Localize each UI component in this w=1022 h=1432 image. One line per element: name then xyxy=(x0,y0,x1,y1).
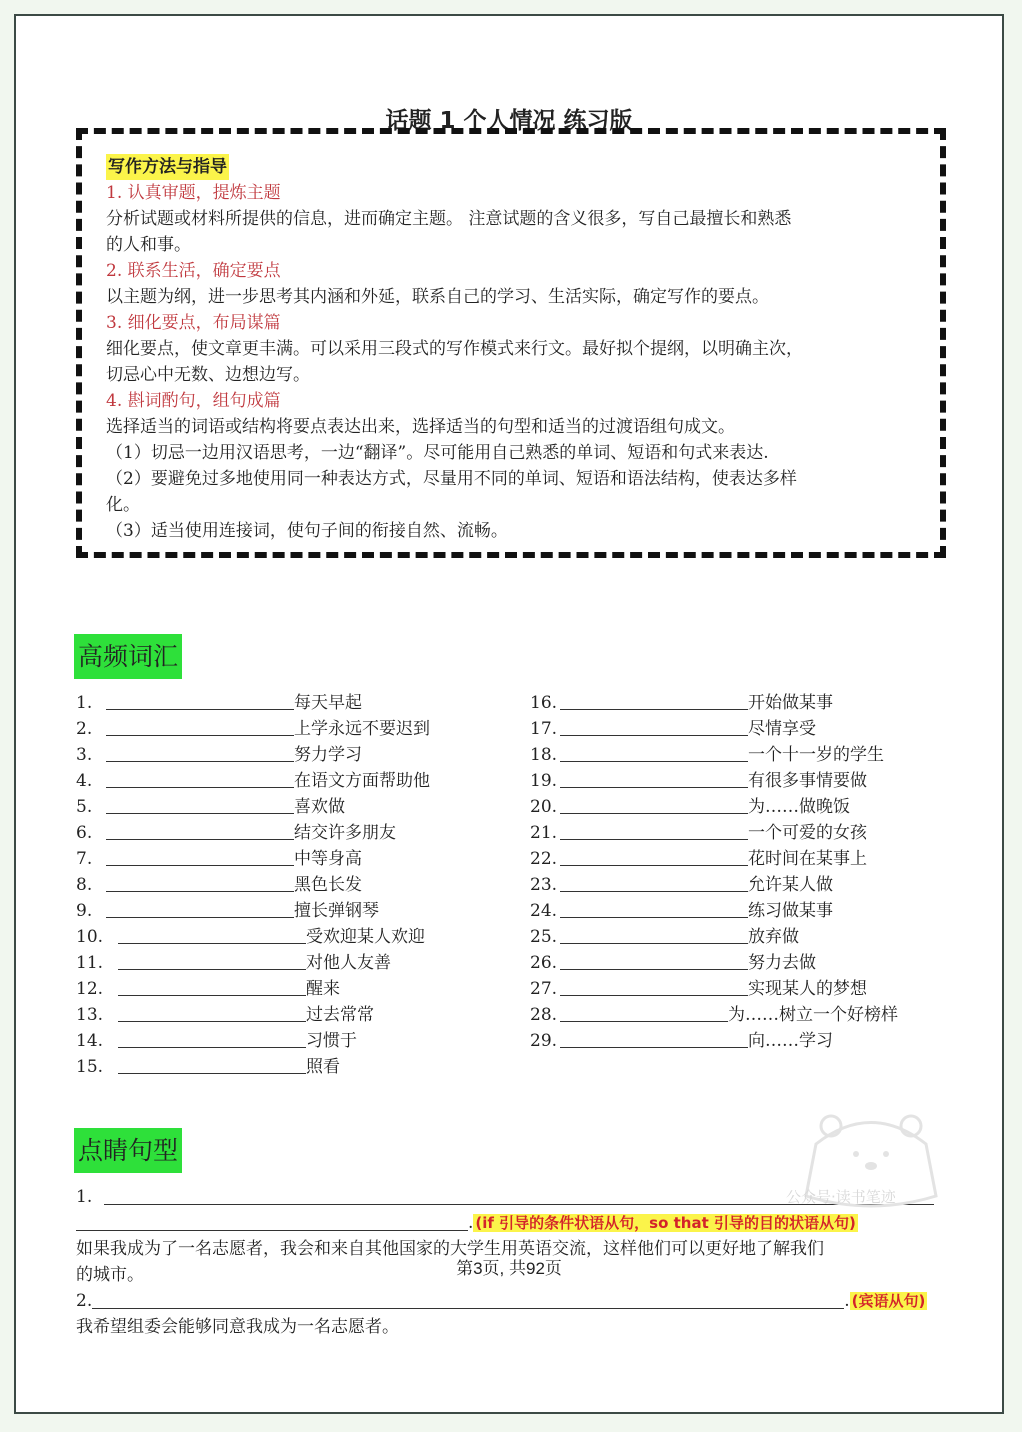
vocab-answer-blank[interactable] xyxy=(106,693,294,710)
vocab-item xyxy=(76,820,430,846)
vocab-meaning: 每天早起 xyxy=(294,693,362,713)
vocab-meaning: 有很多事情要做 xyxy=(748,771,867,791)
vocab-meaning: 中等身高 xyxy=(294,849,362,869)
vocab-item xyxy=(530,872,898,898)
vocab-answer-blank[interactable] xyxy=(106,745,294,762)
vocab-number: 17. xyxy=(530,719,558,739)
grammar-note: (if 引导的条件状语从句，so that 引导的目的状语从句) xyxy=(475,1214,856,1232)
vocab-number: 19. xyxy=(530,771,558,791)
vocab-meaning: 尽情享受 xyxy=(748,719,816,739)
vocab-number: 11. xyxy=(76,953,104,973)
vocab-item xyxy=(530,794,898,820)
vocab-meaning: 对他人友善 xyxy=(306,953,391,973)
vocab-answer-blank[interactable] xyxy=(560,693,748,710)
vocab-item xyxy=(530,898,898,924)
translation-line: 的城市。 xyxy=(76,1265,144,1285)
vocab-item xyxy=(76,794,430,820)
step-text: 的人和事。 xyxy=(106,235,191,255)
vocab-heading: 高频词汇 xyxy=(74,634,182,679)
vocab-meaning: 受欢迎某人欢迎 xyxy=(306,927,425,947)
vocab-answer-blank[interactable] xyxy=(106,771,294,788)
sentence-heading: 点睛句型 xyxy=(74,1128,182,1173)
answer-blank[interactable] xyxy=(92,1290,844,1309)
vocab-item xyxy=(530,768,898,794)
guide-content xyxy=(106,154,926,544)
vocab-answer-blank[interactable] xyxy=(560,927,748,944)
sentence-1-line2: . (if 引导的条件状语从句，so that 引导的目的状语从句) xyxy=(76,1210,858,1236)
answer-blank[interactable] xyxy=(76,1212,468,1231)
step-heading: 2. 联系生活，确定要点 xyxy=(106,261,281,281)
vocab-number: 1. xyxy=(76,693,93,713)
step-text: 分析试题或材料所提供的信息，进而确定主题。 注意试题的含义很多，写自己最擅长和熟悉 xyxy=(106,209,792,229)
step-text: 细化要点，使文章更丰满。可以采用三段式的写作模式来行文。最好拟个提纲，以明确主次， xyxy=(106,339,803,359)
vocab-number: 6. xyxy=(76,823,93,843)
vocab-number: 22. xyxy=(530,849,558,869)
vocab-answer-blank[interactable] xyxy=(118,1057,306,1074)
step-heading: 3. 细化要点，布局谋篇 xyxy=(106,313,281,333)
vocab-number: 9. xyxy=(76,901,93,921)
vocab-number: 21. xyxy=(530,823,558,843)
vocab-item xyxy=(530,690,898,716)
vocab-item xyxy=(76,976,430,1002)
vocab-number: 14. xyxy=(76,1031,104,1051)
vocab-number: 10. xyxy=(76,927,104,947)
vocab-meaning: 擅长弹钢琴 xyxy=(294,901,379,921)
vocab-meaning: 为……树立一个好榜样 xyxy=(728,1005,898,1025)
vocab-list-right xyxy=(530,690,898,1054)
vocab-answer-blank[interactable] xyxy=(560,875,748,892)
vocab-meaning: 喜欢做 xyxy=(294,797,345,817)
vocab-item xyxy=(530,950,898,976)
vocab-item xyxy=(530,924,898,950)
vocab-item xyxy=(76,1054,430,1080)
vocab-number: 29. xyxy=(530,1031,558,1051)
vocab-meaning: 在语文方面帮助他 xyxy=(294,771,430,791)
vocab-answer-blank[interactable] xyxy=(560,979,748,996)
vocab-item xyxy=(530,1028,898,1054)
step-heading: 1. 认真审题，提炼主题 xyxy=(106,183,281,203)
page-footer: 第3页, 共92页 xyxy=(456,1259,562,1278)
vocab-answer-blank[interactable] xyxy=(560,719,748,736)
vocab-number: 20. xyxy=(530,797,558,817)
vocab-answer-blank[interactable] xyxy=(118,979,306,996)
vocab-meaning: 一个可爱的女孩 xyxy=(748,823,867,843)
vocab-item xyxy=(530,742,898,768)
vocab-number: 4. xyxy=(76,771,93,791)
step-text: （3）适当使用连接词，使句子间的衔接自然、流畅。 xyxy=(106,521,508,541)
vocab-meaning: 开始做某事 xyxy=(748,693,833,713)
vocab-meaning: 花时间在某事上 xyxy=(748,849,867,869)
vocab-item xyxy=(76,872,430,898)
vocab-item xyxy=(76,1002,430,1028)
vocab-number: 25. xyxy=(530,927,558,947)
step-text: 切忌心中无数、边想边写。 xyxy=(106,365,310,385)
vocab-meaning: 照看 xyxy=(306,1057,340,1077)
vocab-number: 5. xyxy=(76,797,93,817)
vocab-item xyxy=(530,716,898,742)
vocab-answer-blank[interactable] xyxy=(106,849,294,866)
guide-heading: 写作方法与指导 xyxy=(106,154,229,180)
vocab-meaning: 向……学习 xyxy=(748,1031,833,1051)
vocab-number: 13. xyxy=(76,1005,104,1025)
step-text: （2）要避免过多地使用同一种表达方式，尽量用不同的单词、短语和语法结构，使表达多样 xyxy=(106,469,797,489)
vocab-meaning: 为……做晚饭 xyxy=(748,797,850,817)
vocab-item xyxy=(530,1002,898,1028)
step-text: 以主题为纲，进一步思考其内涵和外延，联系自己的学习、生活实际，确定写作的要点。 xyxy=(106,287,769,307)
bear-watermark-icon xyxy=(776,1106,966,1216)
vocab-answer-blank[interactable] xyxy=(560,1031,748,1048)
vocab-answer-blank[interactable] xyxy=(106,875,294,892)
page-title: 话题 1 个人情况 练习版 xyxy=(385,108,633,134)
vocab-item xyxy=(530,846,898,872)
vocab-number: 18. xyxy=(530,745,558,765)
vocab-number: 8. xyxy=(76,875,93,895)
vocab-meaning: 努力去做 xyxy=(748,953,816,973)
vocab-answer-blank[interactable] xyxy=(560,823,748,840)
vocab-answer-blank[interactable] xyxy=(560,771,748,788)
vocab-number: 26. xyxy=(530,953,558,973)
vocab-number: 23. xyxy=(530,875,558,895)
vocab-answer-blank[interactable] xyxy=(106,901,294,918)
step-heading: 4. 斟词酌句，组句成篇 xyxy=(106,391,281,411)
vocab-meaning: 一个十一岁的学生 xyxy=(748,745,884,765)
vocab-item xyxy=(76,950,430,976)
vocab-item xyxy=(76,690,430,716)
vocab-item xyxy=(76,924,430,950)
vocab-meaning: 黑色长发 xyxy=(294,875,362,895)
vocab-meaning: 醒来 xyxy=(306,979,340,999)
vocab-number: 24. xyxy=(530,901,558,921)
vocab-answer-blank[interactable] xyxy=(106,797,294,814)
vocab-meaning: 结交许多朋友 xyxy=(294,823,396,843)
vocab-item xyxy=(530,820,898,846)
vocab-number: 15. xyxy=(76,1057,104,1077)
vocab-item xyxy=(76,768,430,794)
grammar-note: (宾语从句) xyxy=(851,1292,926,1310)
vocab-answer-blank[interactable] xyxy=(560,901,748,918)
sentence-number: 1. xyxy=(76,1187,93,1207)
vocab-meaning: 上学永远不要迟到 xyxy=(294,719,430,739)
vocab-answer-blank[interactable] xyxy=(118,953,306,970)
guide-box xyxy=(76,128,946,558)
vocab-number: 16. xyxy=(530,693,558,713)
vocab-item xyxy=(76,898,430,924)
vocab-item xyxy=(76,846,430,872)
vocab-answer-blank[interactable] xyxy=(560,849,748,866)
sentence-2-line1: 2. . (宾语从句) xyxy=(76,1291,926,1311)
vocab-answer-blank[interactable] xyxy=(106,823,294,840)
vocab-answer-blank[interactable] xyxy=(118,1031,306,1048)
watermark-text: 公众号·读书笔迹 xyxy=(786,1188,896,1206)
vocab-meaning: 放弃做 xyxy=(748,927,799,947)
vocab-meaning: 实现某人的梦想 xyxy=(748,979,867,999)
vocab-meaning: 过去常常 xyxy=(306,1005,374,1025)
step-text: 选择适当的词语或结构将要点表达出来，选择适当的句型和适当的过渡语组句成文。 xyxy=(106,417,735,437)
vocab-answer-blank[interactable] xyxy=(560,745,748,762)
vocab-meaning: 允许某人做 xyxy=(748,875,833,895)
vocab-number: 27. xyxy=(530,979,558,999)
sentence-2-translation: 我希望组委会能够同意我成为一名志愿者。 xyxy=(76,1317,399,1337)
step-text: 化。 xyxy=(106,495,140,515)
vocab-meaning: 练习做某事 xyxy=(748,901,833,921)
vocab-answer-blank[interactable] xyxy=(560,797,748,814)
page-frame xyxy=(14,14,1004,1414)
vocab-number: 7. xyxy=(76,849,93,869)
vocab-number: 3. xyxy=(76,745,93,765)
vocab-answer-blank[interactable] xyxy=(560,953,748,970)
vocab-answer-blank[interactable] xyxy=(560,1005,728,1022)
vocab-number: 12. xyxy=(76,979,104,999)
vocab-item xyxy=(76,742,430,768)
vocab-answer-blank[interactable] xyxy=(106,719,294,736)
vocab-number: 28. xyxy=(530,1005,558,1025)
step-text: （1）切忌一边用汉语思考，一边“翻译”。尽可能用自己熟悉的单词、短语和句式来表达. xyxy=(106,443,769,463)
translation-line: 如果我成为了一名志愿者，我会和来自其他国家的大学生用英语交流，这样他们可以更好地了解我们 xyxy=(76,1239,824,1259)
vocab-item xyxy=(76,1028,430,1054)
vocab-list-left xyxy=(76,690,430,1080)
sentence-number: 2. xyxy=(76,1291,93,1311)
vocab-number: 2. xyxy=(76,719,93,739)
vocab-answer-blank[interactable] xyxy=(118,1005,306,1022)
vocab-meaning: 努力学习 xyxy=(294,745,362,765)
vocab-item xyxy=(76,716,430,742)
vocab-answer-blank[interactable] xyxy=(118,927,306,944)
vocab-item xyxy=(530,976,898,1002)
vocab-meaning: 习惯于 xyxy=(306,1031,357,1051)
